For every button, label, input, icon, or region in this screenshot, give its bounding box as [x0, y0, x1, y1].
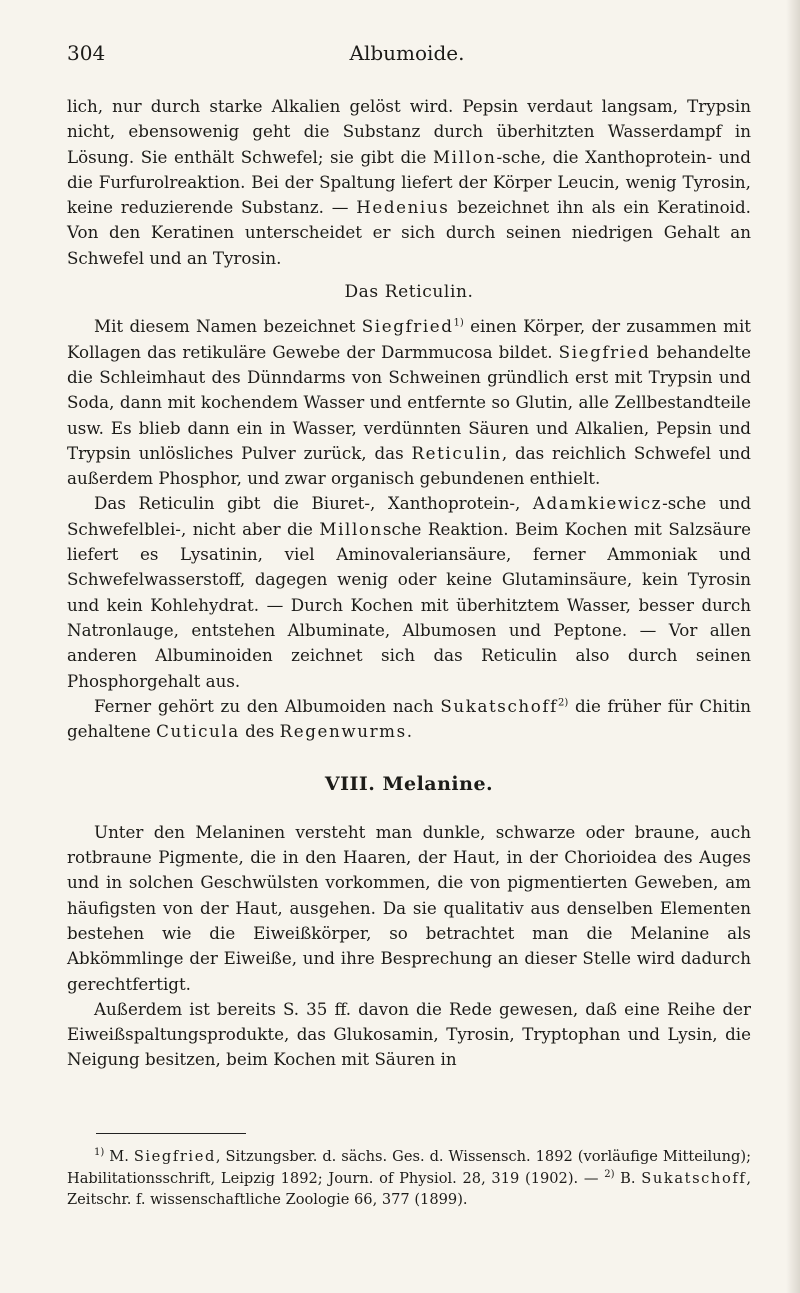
paragraph-reticulin-reactions: Das Reticulin gibt die Biuret-, Xanthoprotein-, Adamkiewicz-sche und Schwefelblei-, nicht aber die Millonsche Reaktion. Beim Kochen mit Salzsäure liefert es Lysatinin, viel Aminovaleriansäure, ferner Ammoniak und Schwefelwasserstoff, dagegen wenig oder keine Glutaminsäure, kein Tyrosin und kein Kohlehydrat. — Durch Kochen mit überhitztem Wasser, besser durch Natronlauge, entstehen Albuminate, Albumosen und Peptone. — Vor allen anderen Albuminoiden zeichnet sich das Reticulin also durch seinen Phosphorgehalt aus.: [67, 493, 751, 691]
footnote-divider: [96, 1133, 246, 1134]
paragraph-reticulin-intro: Mit diesem Namen bezeichnet Siegfried$^{1)}$ einen Körper, der zusammen mit Kollagen das retikuläre Gewebe der Darmmucosa bildet. Siegfried behandelte die Schleimhaut des Dünndarms von Schweinen gründlich erst mit Trypsin und Soda, dann mit kochendem Wasser und entfernte so Glutin, alle Zellbestandteile usw. Es blieb dann ein in Wasser, verdünnten Säuren und Alkalien, Pepsin und Trypsin unlösliches Pulver zurück, das Reticulin, das reichlich Schwefel und außerdem Phosphor, und zwar organisch gebundenen enthielt.: [67, 316, 751, 489]
footnote-text: $^{1)}$ M. Siegfried, Sitzungsber. d. sächs. Ges. d. Wissensch. 1892 (vorläufige Mitteilung); Habilitationsschrift, Leipzig 1892; Journ. of Physiol. 28, 319 (1902). — $^{2)}$ B. Sukatschoff, Zeitschr. f. wissenschaftliche Zoologie 66, 377 (1899).: [67, 1147, 751, 1208]
paragraph-melanine-derivation: Außerdem ist bereits S. 35 ff. davon die Rede gewesen, daß eine Reihe der Eiweißspaltungsprodukte, das Glukosamin, Tyrosin, Tryptophan und Lysin, die Neigung besitzen, beim Kochen mit Säuren in: [67, 998, 751, 1070]
running-title: Albumoide.: [349, 41, 465, 65]
footnote-ref-2: 2): [557, 697, 569, 709]
term-regenwurm: Regenwurms: [279, 721, 407, 742]
footnote-ref-1: 1): [453, 317, 464, 329]
footnotes: [67, 1146, 751, 1211]
author-name: Sukatschoff: [440, 695, 558, 716]
author-name: Millon: [319, 518, 383, 539]
term-reticulin: Reticulin: [411, 442, 502, 463]
author-name: Millon: [433, 146, 497, 167]
term-cuticula: Cuticula: [156, 721, 240, 742]
paragraph-keratinoid: lich, nur durch starke Alkalien gelöst wird. Pepsin verdaut langsam, Trypsin nicht, ebensowenig geht die Substanz durch überhitzten Wasserdampf in Lösung. Sie enthält Schwefel; sie gibt die Millon-sche, die Xanthoprotein- und die Furfurolreaktion. Bei der Spaltung liefert der Körper Leucin, wenig Tyrosin, keine reduzierende Substanz. — Hedenius bezeichnet ihn als ein Keratinoid. Von den Keratinen unterscheidet er sich durch seinen niedrigen Gehalt an Schwefel und an Tyrosin.: [67, 96, 751, 268]
paragraph-melanine-definition: Unter den Melaninen versteht man dunkle, schwarze oder braune, auch rotbraune Pigmente, die in den Haaren, der Haut, in der Chorioidea des Auges und in solchen Geschwülsten vorkommen, die von pigmentierten Geweben, am häufigsten von der Haut, ausgehen. Da sie qualitativ aus denselben Elementen bestehen wie die Eiweißkörper, so betrachtet man die Melanine als Abkömmlinge der Eiweiße, und ihre Besprechung an dieser Stelle wird dadurch gerechtfertigt.: [67, 821, 751, 994]
footnote-marker-2: 2): [604, 1168, 615, 1180]
page-number: 304: [67, 41, 106, 65]
author-name: Siegfried: [558, 341, 651, 362]
page-header: [67, 38, 747, 68]
page-edge-shadow: [786, 0, 800, 1293]
author-name: Sukatschoff: [641, 1169, 747, 1187]
paragraph-cuticula: Ferner gehört zu den Albumoiden nach Sukatschoff$^{2)}$ die früher für Chitin gehaltene Cuticula des Regenwurms.: [67, 695, 751, 742]
author-name: Adamkiewicz: [532, 493, 663, 514]
subheading-reticulin: Das Reticulin.: [344, 282, 474, 303]
author-name: Siegfried: [133, 1148, 216, 1165]
section-heading-melanine: VIII. Melanine.: [324, 773, 494, 796]
footnote-marker-1: 1): [94, 1147, 105, 1159]
author-name: Hedenius: [356, 197, 450, 218]
author-name: Siegfried: [361, 316, 454, 337]
main-text: [67, 94, 751, 1073]
